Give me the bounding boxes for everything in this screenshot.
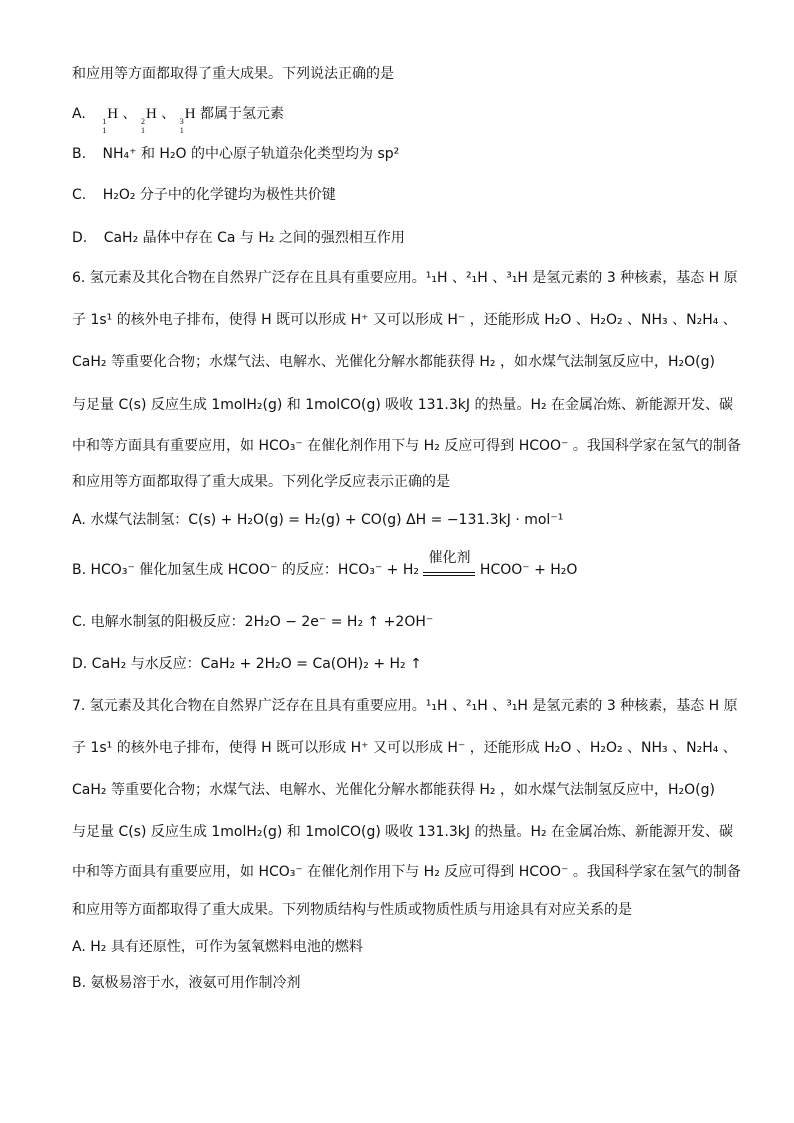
- q7-stem-line-5: 中和等方面具有重要应用，如 HCO₃⁻ 在催化剂作用下与 H₂ 反应可得到 HCOO⁻ 。我国科学家在氢气的制备: [72, 864, 741, 880]
- q5-option-c: [72, 185, 722, 205]
- q5-option-a: [72, 104, 722, 135]
- option-c-text: H₂O₂ 分子中的化学键均为极性共价键: [102, 187, 336, 203]
- q7-stem-line-3: CaH₂ 等重要化合物；水煤气法、电解水、光催化分解水都能获得 H₂ ，如水煤气法制氢反应中，H₂O(g): [72, 782, 715, 798]
- catalyst-arrow: [423, 550, 475, 576]
- option-b-reactants: B. HCO₃⁻ 催化加氢生成 HCOO⁻ 的反应：HCO₃⁻ + H₂: [72, 562, 420, 578]
- q7-option-a: A. H₂ 具有还原性，可作为氢氧燃料电池的燃料: [72, 939, 363, 955]
- q6-option-c: C. 电解水制氢的阳极反应：2H₂O − 2e⁻ = H₂ ↑ +2OH⁻: [72, 614, 434, 630]
- q5-option-d: [72, 228, 722, 248]
- q7-stem-line-2: 子 1s¹ 的核外电子排布，使得 H 既可以形成 H⁺ 又可以形成 H⁻ ，还能形成 H₂O 、H₂O₂ 、NH₃ 、N₂H₄ 、: [72, 740, 737, 756]
- q6-stem-line-5: 中和等方面具有重要应用，如 HCO₃⁻ 在催化剂作用下与 H₂ 反应可得到 HCOO⁻ 。我国科学家在氢气的制备: [72, 438, 741, 454]
- catalyst-label: 催化剂: [428, 550, 471, 566]
- option-a-text: 1 1 H 、 2 1 H 、 3 1 H 都属于氢元素: [102, 106, 285, 135]
- option-b-products: HCOO⁻ + H₂O: [479, 562, 578, 578]
- q7-option-b: B. 氨极易溶于水，液氨可用作制冷剂: [72, 975, 301, 991]
- q7-stem-line-4: 与足量 C(s) 反应生成 1molH₂(g) 和 1molCO(g) 吸收 131.3kJ 的热量。H₂ 在金属冶炼、新能源开发、碳: [72, 824, 734, 840]
- q6-stem-line-1: 6. 氢元素及其化合物在自然界广泛存在且具有重要应用。¹₁H 、²₁H 、³₁H 是氢元素的 3 种核素，基态 H 原: [72, 270, 738, 286]
- option-label: A.: [72, 106, 86, 122]
- q6-option-d: D. CaH₂ 与水反应：CaH₂ + 2H₂O = Ca(OH)₂ + H₂ ↑: [72, 656, 422, 672]
- q6-stem-line-3: CaH₂ 等重要化合物；水煤气法、电解水、光催化分解水都能获得 H₂ ，如水煤气法制氢反应中，H₂O(g): [72, 354, 715, 370]
- q6-stem-line-6: 和应用等方面都取得了重大成果。下列化学反应表示正确的是: [72, 474, 450, 490]
- option-label: B.: [72, 146, 87, 162]
- option-label: C.: [72, 187, 87, 203]
- option-b-text: NH₄⁺ 和 H₂O 的中心原子轨道杂化类型均为 sp²: [102, 146, 400, 162]
- q6-stem-line-2: 子 1s¹ 的核外电子排布，使得 H 既可以形成 H⁺ 又可以形成 H⁻ ，还能形成 H₂O 、H₂O₂ 、NH₃ 、N₂H₄ 、: [72, 312, 737, 328]
- q6-option-a: A. 水煤气法制氢：C(s) + H₂O(g) = H₂(g) + CO(g) ΔH = −131.3kJ · mol⁻¹: [72, 512, 564, 528]
- q6-stem-line-4: 与足量 C(s) 反应生成 1molH₂(g) 和 1molCO(g) 吸收 131.3kJ 的热量。H₂ 在金属冶炼、新能源开发、碳: [72, 397, 734, 413]
- q7-stem-line-1: 7. 氢元素及其化合物在自然界广泛存在且具有重要应用。¹₁H 、²₁H 、³₁H 是氢元素的 3 种核素，基态 H 原: [72, 698, 738, 714]
- q7-stem-line-6: 和应用等方面都取得了重大成果。下列物质结构与性质或物质性质与用途具有对应关系的是: [72, 902, 632, 918]
- q5-stem-tail: 和应用等方面都取得了重大成果。下列说法正确的是: [72, 66, 394, 82]
- option-label: D.: [72, 230, 88, 246]
- q6-option-b: [72, 550, 722, 580]
- option-d-text: CaH₂ 晶体中存在 Ca 与 H₂ 之间的强烈相互作用: [103, 230, 405, 246]
- q5-option-b: [72, 144, 722, 164]
